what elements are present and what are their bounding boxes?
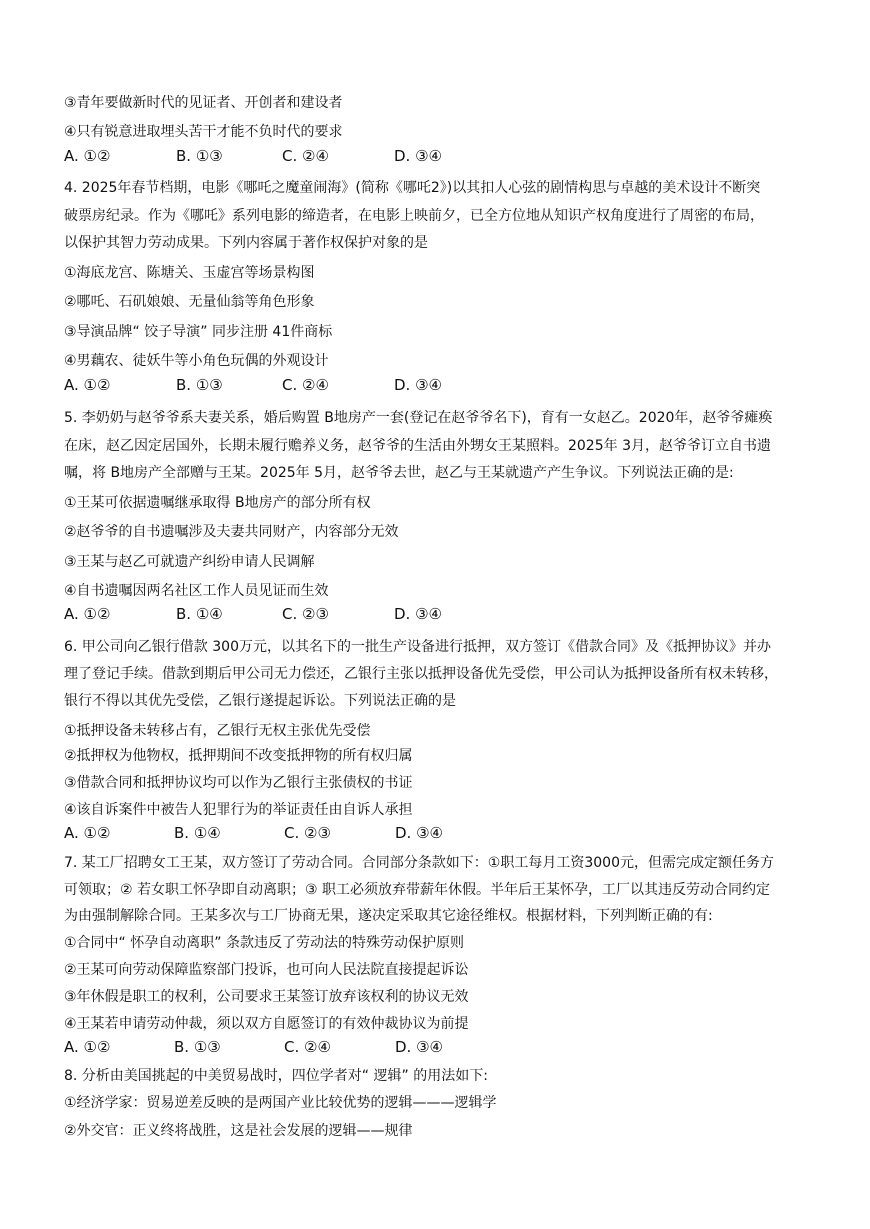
statement: ③年休假是职工的权利，公司要求王某签订放弃该权利的协议无效 bbox=[64, 989, 469, 1005]
option-c: C. ②③ bbox=[284, 824, 331, 842]
option-d: D. ③④ bbox=[395, 1038, 443, 1056]
statement: ②抵押权为他物权，抵押期间不改变抵押物的所有权归属 bbox=[64, 748, 413, 764]
option-b: B. ①④ bbox=[176, 605, 223, 623]
question-stem: 可领取；② 若女职工怀孕即自动离职；③ 职工必须放弃带薪年休假。半年后王某怀孕，工厂以其违反劳动合同约定 bbox=[64, 882, 770, 898]
statement: ①王某可依据遗嘱继承取得 B地房产的部分所有权 bbox=[64, 495, 371, 511]
option-a: A. ①② bbox=[64, 147, 111, 165]
option-b: B. ①④ bbox=[174, 824, 221, 842]
question-stem: 6. 甲公司向乙银行借款 300万元，以其名下的一批生产设备进行抵押，双方签订《借款合同》及《抵押协议》并办 bbox=[64, 639, 771, 655]
option-b: B. ①③ bbox=[176, 376, 223, 394]
option-c: C. ②④ bbox=[284, 1038, 331, 1056]
question-stem: 5. 李奶奶与赵爷爷系夫妻关系，婚后购置 B地房产一套(登记在赵爷爷名下)，育有一女赵乙。2020年，赵爷爷瘫痪 bbox=[64, 410, 773, 426]
statement: ①抵押设备未转移占有，乙银行无权主张优先受偿 bbox=[64, 723, 371, 739]
option-c: C. ②④ bbox=[282, 376, 329, 394]
question-stem: 理了登记手续。借款到期后甲公司无力偿还，乙银行主张以抵押设备优先受偿，甲公司认为抵押设备所有权未转移， bbox=[64, 666, 778, 682]
statement: ②外交官：正义终将战胜，这是社会发展的逻辑——规律 bbox=[64, 1123, 413, 1139]
statement: ④男藕农、徒妖牛等小角色玩偶的外观设计 bbox=[64, 353, 329, 369]
option-d: D. ③④ bbox=[394, 147, 442, 165]
statement: ①合同中“ 怀孕自动离职” 条款违反了劳动法的特殊劳动保护原则 bbox=[64, 935, 464, 951]
option-d: D. ③④ bbox=[395, 824, 443, 842]
option-b: B. ①③ bbox=[176, 147, 223, 165]
question-stem: 破票房纪录。作为《哪吒》系列电影的缔造者，在电影上映前夕，已全方位地从知识产权角度进行了周密的布局， bbox=[64, 208, 764, 224]
statement: ④自书遗嘱因两名社区工作人员见证而生效 bbox=[64, 583, 329, 599]
question-stem: 7. 某工厂招聘女工王某，双方签订了劳动合同。合同部分条款如下：①职工每月工资3000元，但需完成定额任务方 bbox=[64, 855, 774, 871]
question-stem: 在床，赵乙因定居国外，长期未履行赡养义务，赵爷爷的生活由外甥女王某照料。2025年 3月，赵爷爷订立自书遗 bbox=[64, 438, 771, 454]
option-c: C. ②④ bbox=[282, 147, 329, 165]
statement: ①海底龙宫、陈塘关、玉虚宫等场景构图 bbox=[64, 265, 315, 281]
statement: ③王某与赵乙可就遗产纠纷申请人民调解 bbox=[64, 554, 315, 570]
option-b: B. ①③ bbox=[174, 1038, 221, 1056]
statement: ②哪吒、石矶娘娘、无量仙翁等角色形象 bbox=[64, 294, 315, 310]
statement: ④王某若申请劳动仲裁，须以双方自愿签订的有效仲裁协议为前提 bbox=[64, 1016, 469, 1032]
statement: ③青年要做新时代的见证者、开创者和建设者 bbox=[64, 95, 343, 111]
option-a: A. ①② bbox=[64, 376, 111, 394]
question-stem: 8. 分析由美国挑起的中美贸易战时，四位学者对“ 逻辑” 的用法如下: bbox=[64, 1068, 488, 1084]
question-stem: 银行不得以其优先受偿，乙银行遂提起诉讼。下列说法正确的是 bbox=[64, 693, 456, 709]
statement: ④该自诉案件中被告人犯罪行为的举证责任由自诉人承担 bbox=[64, 802, 413, 818]
option-a: A. ①② bbox=[64, 1038, 111, 1056]
statement: ②赵爷爷的自书遗嘱涉及夫妻共同财产，内容部分无效 bbox=[64, 524, 399, 540]
option-d: D. ③④ bbox=[394, 376, 442, 394]
statement: ②王某可向劳动保障监察部门投诉，也可向人民法院直接提起诉讼 bbox=[64, 962, 469, 978]
statement: ③导演品牌“ 饺子导演” 同步注册 41件商标 bbox=[64, 324, 333, 340]
option-a: A. ①② bbox=[64, 605, 111, 623]
statement: ④只有锐意进取埋头苦干才能不负时代的要求 bbox=[64, 124, 343, 140]
option-c: C. ②③ bbox=[282, 605, 329, 623]
option-d: D. ③④ bbox=[394, 605, 442, 623]
question-stem: 4. 2025年春节档期，电影《哪吒之魔童闹海》(简称《哪吒2》)以其扣人心弦的剧情构思与卓越的美术设计不断突 bbox=[64, 180, 761, 196]
question-stem: 为由强制解除合同。王某多次与工厂协商无果，遂决定采取其它途径维权。根据材料，下列判断正确的有: bbox=[64, 908, 713, 924]
statement: ①经济学家：贸易逆差反映的是两国产业比较优势的逻辑———逻辑学 bbox=[64, 1095, 497, 1111]
question-stem: 嘱，将 B地房产全部赠与王某。2025年 5月，赵爷爷去世，赵乙与王某就遗产产生争议。下列说法正确的是: bbox=[64, 465, 734, 481]
option-a: A. ①② bbox=[64, 824, 111, 842]
statement: ③借款合同和抵押协议均可以作为乙银行主张债权的书证 bbox=[64, 775, 413, 791]
question-stem: 以保护其智力劳动成果。下列内容属于著作权保护对象的是 bbox=[64, 235, 428, 251]
